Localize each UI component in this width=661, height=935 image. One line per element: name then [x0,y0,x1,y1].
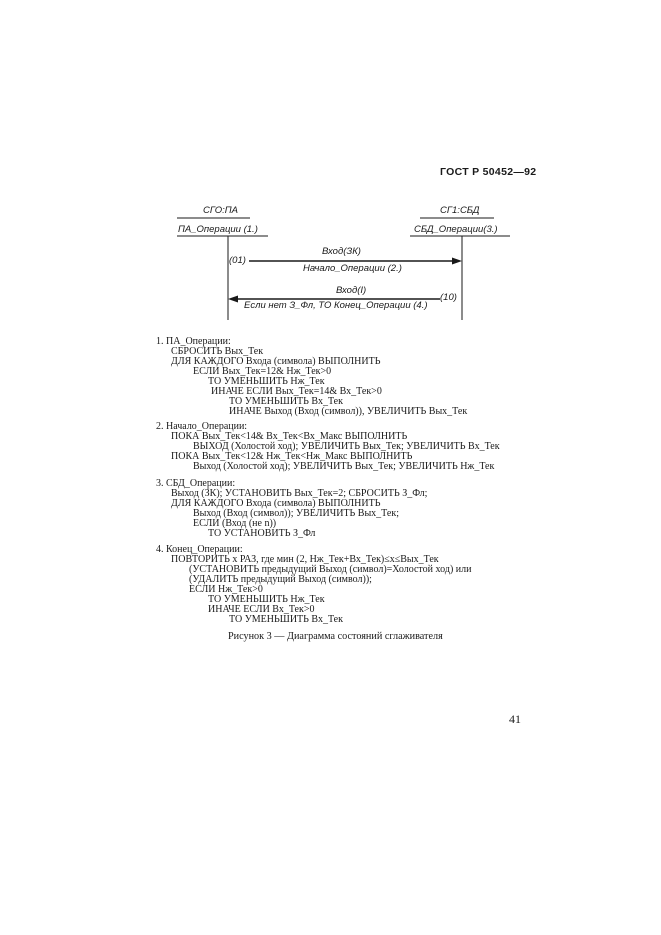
left-object-label: СГО:ПА [203,205,238,216]
section-2-line: ВЫХОД (Холостой ход); УВЕЛИЧИТЬ Вых_Тек; УВЕЛИЧИТЬ Вх_Тек [193,441,500,452]
section-1-line: ДЛЯ КАЖДОГО Входа (символа) ВЫПОЛНИТЬ [171,356,381,367]
section-2-line: 2. Начало_Операции: [156,421,248,432]
section-3-line: ЕСЛИ (Вход (не n)) [193,518,277,529]
section-4-line: (УДАЛИТЬ предыдущий Выход (символ)); [189,574,372,585]
section-1-line: СБРОСИТЬ Вых_Тек [171,346,264,357]
section-1-line: ТО УМЕНЬШИТЬ Вх_Тек [229,396,343,407]
msg2-state-label: (10) [440,292,457,303]
msg1-arrowhead [452,258,462,265]
msg1-state-label: (01) [229,255,246,266]
section-1-line: 1. ПА_Операции: [156,336,231,347]
right-operation-label: СБД_Операции(3.) [414,224,498,235]
section-2-line: ПОКА Вых_Тек<14& Вх_Тек<Вх_Макс ВЫПОЛНИТЬ [171,431,408,442]
section-4-line: ТО УМЕНЬШИТЬ Нж_Тек [208,594,325,605]
section-4-line: ИНАЧЕ ЕСЛИ Вх_Тек>0 [208,604,315,615]
section-1-line: ИНАЧЕ Выход (Вход (символ)), УВЕЛИЧИТЬ Вых_Тек [229,406,468,417]
left-operation-label: ПА_Операции (1.) [178,224,258,235]
page-number: 41 [509,712,521,726]
section-1-line: ИНАЧЕ ЕСЛИ Вых_Тек=14& Вх_Тек>0 [211,386,382,397]
section-4-line: ПОВТОРИТЬ x РАЗ, где мин (2, Нж_Тек+Вх_Тек)≤x≤Вых_Тек [171,554,439,565]
section-3-line: Выход (Вход (символ)); УВЕЛИЧИТЬ Вых_Тек; [193,508,399,519]
section-3-line: Выход (ЗК); УСТАНОВИТЬ Вых_Тек=2; СБРОСИТЬ З_Фл; [171,488,428,499]
section-4-line: 4. Конец_Операции: [156,544,243,555]
right-object-label: СГ1:СБД [440,205,480,216]
section-2-line: Выход (Холостой ход); УВЕЛИЧИТЬ Вых_Тек; УВЕЛИЧИТЬ Нж_Тек [193,461,495,472]
section-4-line: (УСТАНОВИТЬ предыдущий Выход (символ)=Холостой ход) или [189,564,472,575]
section-3-line: 3. СБД_Операции: [156,478,236,489]
section-4-line: ЕСЛИ Нж_Тек>0 [189,584,263,595]
section-1-line: ТО УМЕНЬШИТЬ Нж_Тек [208,376,325,387]
msg2-sub-label: Если нет З_Фл, ТО Конец_Операции (4.) [244,300,428,311]
section-3-line: ТО УСТАНОВИТЬ З_Фл [208,528,316,539]
msg1-sub-label: Начало_Операции (2.) [303,263,402,274]
section-1-line: ЕСЛИ Вых_Тек=12& Нж_Тек>0 [193,366,332,377]
figure-caption: Рисунок 3 — Диаграмма состояний сглаживателя [228,631,443,642]
msg2-arrowhead [228,296,238,303]
msg1-label: Вход(ЗК) [322,246,361,257]
section-2-line: ПОКА Вых_Тек<12& Нж_Тек<Нж_Макс ВЫПОЛНИТЬ [171,451,413,462]
state-diagram [0,0,661,340]
section-3-line: ДЛЯ КАЖДОГО Входа (символа) ВЫПОЛНИТЬ [171,498,381,509]
section-4-line: ТО УМЕНЬШИТЬ Вх_Тек [229,614,343,625]
standard-header: ГОСТ Р 50452—92 [440,166,537,178]
msg2-label: Вход(I) [336,285,367,296]
